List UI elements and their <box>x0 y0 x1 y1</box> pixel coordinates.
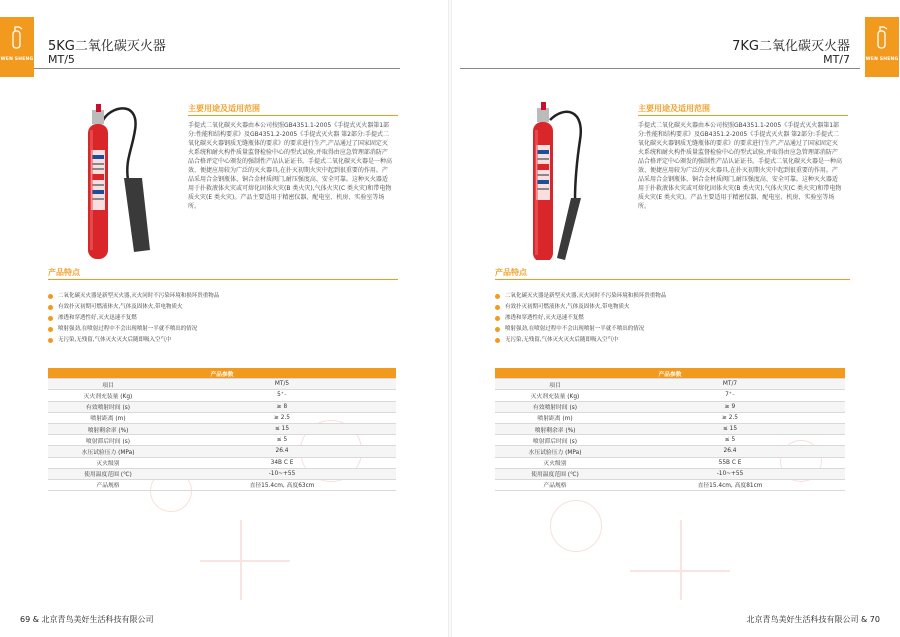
bullet-icon <box>48 338 53 343</box>
bullet-icon <box>495 294 500 299</box>
product-model: MT/5 <box>48 53 75 66</box>
feature-item: 二氧化碳灭火器是新型灭火器,灭火同时不污染环境和损坏贵重物品 <box>495 291 666 302</box>
page-footer: 北京青鸟美好生活科技有限公司 & 70 <box>746 615 880 624</box>
product-title: 5KG二氧化碳灭火器 <box>48 39 166 54</box>
right-page <box>450 0 900 637</box>
table-row: 喷射滞后时间 (s) ≤ 5 <box>48 435 396 446</box>
usage-text: 手提式二氧化碳灭火器由本公司按照GB4351.1-2005《手提式灭火器第1部分:性能和结构要求》及GB4351.2-2005《手提式灭火器 第2部分:手提式二氧化碳灭火器钢质无缝瓶体的要求》的要求进行生产,产品通过了国家固定灭火系统和耐火构件质量监督检验中心的型式试验,并取得由应急管理部消防产品合格评定中心颁发的强制性产品认证证书。手提式二氧化碳灭火器是一种高效、便捷应用较为广泛的灭火器具,在扑灭初期火灾中起到很重要的作用。产品采用合金钢瓶体、铜合金材质阀门,耐压强度高、安全可靠。这种灭火器适用于扑救液体火灾或可熔化固体火灾(B 类火灾),气体火灾(C 类火灾)和带电物质火灾(E 类火灾)。产品主要适用于精密仪器、配电室、机房、实验室等场所。 <box>638 122 843 210</box>
brand-tab <box>865 17 899 77</box>
background-decoration <box>550 500 602 552</box>
table-row: 喷射距离 (m) ≥ 2.5 <box>48 412 396 423</box>
table-row: 项目 MT/7 <box>495 379 845 390</box>
product-title: 7KG二氧化碳灭火器 <box>732 39 850 54</box>
feature-item: 渗透和穿透性好,灭火迅速不复燃 <box>495 313 666 324</box>
feature-item: 渗透和穿透性好,灭火迅速不复燃 <box>48 313 219 324</box>
bullet-icon <box>495 327 500 332</box>
brand-tab <box>0 17 34 77</box>
heading-underline <box>48 279 398 280</box>
divider <box>460 68 860 69</box>
brand-label: WEN SHENG <box>865 57 899 62</box>
table-row: 有效喷射时间 (s) ≥ 8 <box>48 401 396 412</box>
bullet-icon <box>48 316 53 321</box>
product-model: MT/7 <box>823 53 850 66</box>
brand-label: WEN SHENG <box>0 57 34 62</box>
table-row: 水压试验压力 (MPa) 26.4 <box>495 446 845 457</box>
table-row: 灭火剂充装量 (Kg) 7⁺₋ <box>495 390 845 401</box>
bullet-icon <box>48 305 53 310</box>
table-row: 产品规格 直径15.4cm, 高度63cm <box>48 479 396 490</box>
bullet-icon <box>495 338 500 343</box>
usage-text: 手提式二氧化碳灭火器由本公司按照GB4351.1-2005《手提式灭火器第1部分:性能和结构要求》及GB4351.2-2005《手提式灭火器 第2部分:手提式二氧化碳灭火器钢质无缝瓶体的要求》的要求进行生产,产品通过了国家固定灭火系统和耐火构件质量监督检验中心的型式试验,并取得由应急管理部消防产品合格评定中心颁发的强制性产品认证证书。手提式二氧化碳灭火器是一种高效、便捷应用较为广泛的灭火器具,在扑灭初期火灾中起到很重要的作用。产品采用合金钢瓶体、铜合金材质阀门,耐压强度高、安全可靠。这种灭火器适用于扑救液体火灾或可熔化固体火灾(B 类火灾),气体火灾(C 类火灾)和带电物质火灾(E 类火灾)。产品主要适用于精密仪器、配电室、机房、实验室等场所。 <box>188 122 393 210</box>
table-row: 喷射距离 (m) ≥ 2.5 <box>495 412 845 423</box>
usage-heading: 主要用途及适用范围 <box>188 104 260 113</box>
feature-item: 二氧化碳灭火器是新型灭火器,灭火同时不污染环境和损坏贵重物品 <box>48 291 219 302</box>
feature-item: 喷射强劲,在喷射过程中不会出现喷射一半就不喷出的情况 <box>48 324 219 335</box>
heading-underline <box>495 279 850 280</box>
table-row: 有效喷射时间 (s) ≥ 9 <box>495 401 845 412</box>
feature-item: 喷射强劲,在喷射过程中不会出现喷射一半就不喷出的情况 <box>495 324 666 335</box>
extinguisher-icon <box>9 25 23 49</box>
feature-item: 有效扑灭初期可燃液体火,气体及固体火,带电物质火 <box>48 302 219 313</box>
bullet-icon <box>48 294 53 299</box>
usage-heading: 主要用途及适用范围 <box>638 104 710 113</box>
table-row: 使用温度范围 (℃) -10~+55 <box>48 468 396 479</box>
table-row: 水压试验压力 (MPa) 26.4 <box>48 446 396 457</box>
table-row: 使用温度范围 (℃) -10~+55 <box>495 468 845 479</box>
extinguisher-image <box>525 100 655 260</box>
features-heading: 产品特点 <box>48 268 80 277</box>
table-row: 喷射剩余率 (%) ≤ 15 <box>495 423 845 434</box>
feature-item: 无污染,无残留,气体灭火灭火后随即吸入空气中 <box>495 335 666 346</box>
bullet-icon <box>495 316 500 321</box>
table-row: 灭火级别 55B C E <box>495 457 845 468</box>
feature-item: 无污染,无残留,气体灭火灭火后随即吸入空气中 <box>48 335 219 346</box>
background-decoration <box>200 560 290 562</box>
background-decoration <box>680 520 682 600</box>
table-row: 喷射剩余率 (%) ≤ 15 <box>48 423 396 434</box>
page-footer: 69 & 北京青鸟美好生活科技有限公司 <box>20 615 154 624</box>
features-list <box>48 291 219 346</box>
bullet-icon <box>495 305 500 310</box>
spec-table <box>495 368 845 491</box>
feature-item: 有效扑灭初期可燃液体火,气体及固体火,带电物质火 <box>495 302 666 313</box>
spec-table-header: 产品参数 <box>48 368 396 379</box>
table-row: 产品规格 直径15.4cm, 高度81cm <box>495 479 845 490</box>
divider <box>0 68 400 69</box>
bullet-icon <box>48 327 53 332</box>
table-row: 喷射滞后时间 (s) ≤ 5 <box>495 435 845 446</box>
heading-underline <box>188 115 398 116</box>
table-row: 项目 MT/5 <box>48 379 396 390</box>
extinguisher-icon <box>874 25 888 49</box>
spec-table-header: 产品参数 <box>495 368 845 379</box>
table-row: 灭火剂充装量 (Kg) 5⁺₋ <box>48 390 396 401</box>
spec-table <box>48 368 396 491</box>
table-row: 灭火级别 34B C E <box>48 457 396 468</box>
features-list <box>495 291 666 346</box>
heading-underline <box>638 115 848 116</box>
features-heading: 产品特点 <box>495 268 527 277</box>
background-decoration <box>630 570 730 572</box>
